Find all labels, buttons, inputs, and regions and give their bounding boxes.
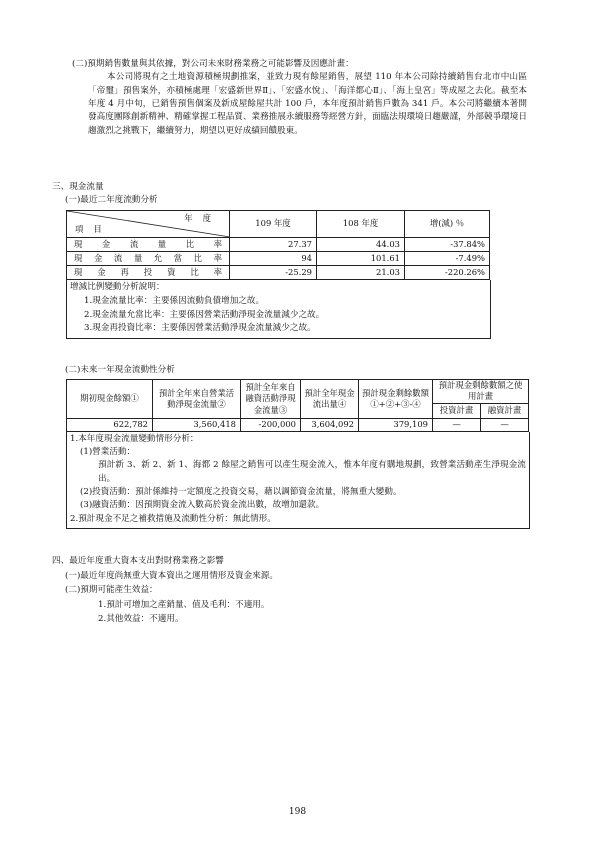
label-char: 比 xyxy=(185,239,195,249)
label-char: 比 xyxy=(193,253,202,264)
value-108: 44.03 xyxy=(317,238,405,252)
capex-item-2: (二)預期可能產生效益： xyxy=(65,585,158,596)
note-item: (3)融資活動：因預期資金流入數高於資金流出數，故增加還款。 xyxy=(80,500,325,511)
value-change: -220.26% xyxy=(405,266,490,280)
value-change: -7.49% xyxy=(405,252,490,266)
capex-sub-item: 2.其他效益：不適用。 xyxy=(98,614,184,625)
header-operating-cashflow: 預計全年來自營業活動淨現金流量② xyxy=(153,380,241,419)
value-108: 21.03 xyxy=(317,266,405,280)
cashflow-section xyxy=(52,181,532,208)
table-corner-cell xyxy=(67,211,230,238)
future-liquidity-notes xyxy=(66,432,530,529)
table-row xyxy=(67,252,490,266)
label-char: 現 xyxy=(74,253,83,264)
row-label xyxy=(67,238,230,252)
header-financing-cashflow: 預計全年來自融資活動淨現金流量③ xyxy=(241,380,301,419)
liquidity-table xyxy=(66,210,490,280)
label-char: 再 xyxy=(120,267,129,278)
future-liquidity-subheading-wrap xyxy=(65,364,175,377)
cell-cash-outflow: 3,604,092 xyxy=(301,418,359,431)
capex-sub-item: 1.預計可增加之產銷量、值及毛利：不適用。 xyxy=(98,599,270,610)
col-header-108: 108 年度 xyxy=(317,211,405,238)
capex-section xyxy=(52,554,532,627)
note-item: 2.現金流量允當比率：主要係因營業活動淨現金流量減少之故。 xyxy=(84,309,325,320)
label-char: 率 xyxy=(213,253,222,264)
note-item: 3.現金再投資比率：主要係因營業活動淨現金流量減少之故。 xyxy=(84,323,316,334)
label-char: 率 xyxy=(213,239,222,249)
spread-label xyxy=(70,252,226,265)
spread-label xyxy=(70,238,226,251)
label-char: 量 xyxy=(157,239,167,249)
value-change: -37.84% xyxy=(405,238,490,252)
spread-label xyxy=(70,266,226,279)
label-char: 金 xyxy=(93,253,103,264)
label-char: 金 xyxy=(97,267,106,278)
note-item: 2.預計現金不足之補救措施及流動性分析：無此情形。 xyxy=(70,513,276,524)
value-109: 94 xyxy=(230,252,317,266)
table-row xyxy=(67,238,490,252)
label-char: 投 xyxy=(143,267,153,278)
header-remaining-cash: 預計現金剩餘數額①+②+③-④ xyxy=(359,380,433,419)
note-item: 1.本年度現金流量變動情形分析： xyxy=(70,433,199,444)
future-liquidity-subheading: (二)未來一年現金流動性分析 xyxy=(65,365,175,375)
sales-paragraph: 本公司將現有之土地資源積極規劃推案，並致力現有餘屋銷售，展望 110 年本公司除持續銷售台北市中山區「帝璽」預售案外，亦積極處理「宏盛新世界Ⅱ」、「宏盛水悅」、「海洋都心Ⅱ」、「海上皇宮」等成屋之去化。截至本年度 4 月中旬，已銷售預售個案及新成屋餘屋共計 100 戶，本年度預計銷售戶數為 341 戶。本公司將繼續本著開發高度團隊創新精神、精確掌握工程品質、業務推展永續服務等經營方針，面臨法規環境日趨嚴謹，外部競爭環境日趨激烈之挑戰下，繼續努力，期望以更好成績回饋股東。 xyxy=(88,72,527,136)
page-number: 198 xyxy=(288,807,307,817)
label-char: 金 xyxy=(101,239,111,249)
label-char: 比 xyxy=(190,267,199,278)
corner-item-label: 項目 xyxy=(75,223,112,234)
sales-heading: (二)預期銷售數量與其依據，對公司未來財務業務之可能影響及因應計畫： xyxy=(72,59,354,69)
note-item: 預計新 3、新 2、新 1、海都 2 餘屋之銷售可以產生現金流入，惟本年度有購地規劃，致營業活動產生淨現金流出。 xyxy=(98,460,526,484)
header-investment-plan: 投資計畫 xyxy=(433,403,481,418)
cell-opening-cash: 622,782 xyxy=(67,418,153,431)
label-char: 流 xyxy=(113,253,123,264)
row-label xyxy=(67,266,230,280)
value-108: 101.61 xyxy=(317,252,405,266)
label-char: 率 xyxy=(213,267,222,278)
cashflow-heading: 三、現金流量 xyxy=(52,182,104,192)
label-char: 流 xyxy=(129,239,139,249)
header-opening-cash: 期初現金餘額① xyxy=(67,380,153,419)
label-char: 允 xyxy=(153,253,163,264)
capex-heading: 四、最近年度重大資本支出對財務業務之影響 xyxy=(52,556,224,566)
future-liquidity-table xyxy=(66,379,529,432)
col-header-change: 增(減) ％ xyxy=(405,211,490,238)
cell-remaining-cash: 379,109 xyxy=(359,418,433,431)
corner-year-label: 年度 xyxy=(184,213,221,223)
label-char: 當 xyxy=(173,253,183,264)
table-row xyxy=(67,418,529,431)
notes-title: 增減比例變動分析說明： xyxy=(70,282,165,293)
liquidity-table-wrap xyxy=(66,210,491,339)
cell-financing-cashflow: -200,000 xyxy=(241,418,301,431)
note-item: (2)投資活動：預計係維持一定額度之投資交易，藉以調節資金流量，將無重大變動。 xyxy=(80,486,402,497)
liquidity-notes xyxy=(66,280,491,339)
future-liquidity-table-wrap xyxy=(66,379,530,529)
label-char: 量 xyxy=(133,253,143,264)
capex-item-1: (一)最近年度尚無重大資本資出之運用情形及資金來源。 xyxy=(65,570,278,581)
cell-operating-cashflow: 3,560,418 xyxy=(153,418,241,431)
header-cash-outflow: 預計全年現金流出量④ xyxy=(301,380,359,419)
liquidity-subheading: (一)最近二年度流動分析 xyxy=(65,195,158,206)
row-label xyxy=(67,252,230,266)
header-financing-plan: 融資計畫 xyxy=(481,403,529,418)
cell-financing-plan: — xyxy=(481,418,529,431)
note-item: (1)營業活動： xyxy=(80,447,136,457)
note-item: 1.現金流量比率：主要係因流動負債增加之故。 xyxy=(84,295,265,306)
table-row xyxy=(67,266,490,280)
sales-section xyxy=(72,58,527,138)
col-header-109: 109 年度 xyxy=(230,211,317,238)
label-char: 現 xyxy=(74,267,83,278)
cell-investment-plan: — xyxy=(433,418,481,431)
label-char: 資 xyxy=(167,267,176,278)
header-usage-plan: 預計現金剩餘數額之使用計畫 xyxy=(433,380,529,404)
value-109: 27.37 xyxy=(230,238,317,252)
label-char: 現 xyxy=(74,239,83,249)
value-109: -25.29 xyxy=(230,266,317,280)
